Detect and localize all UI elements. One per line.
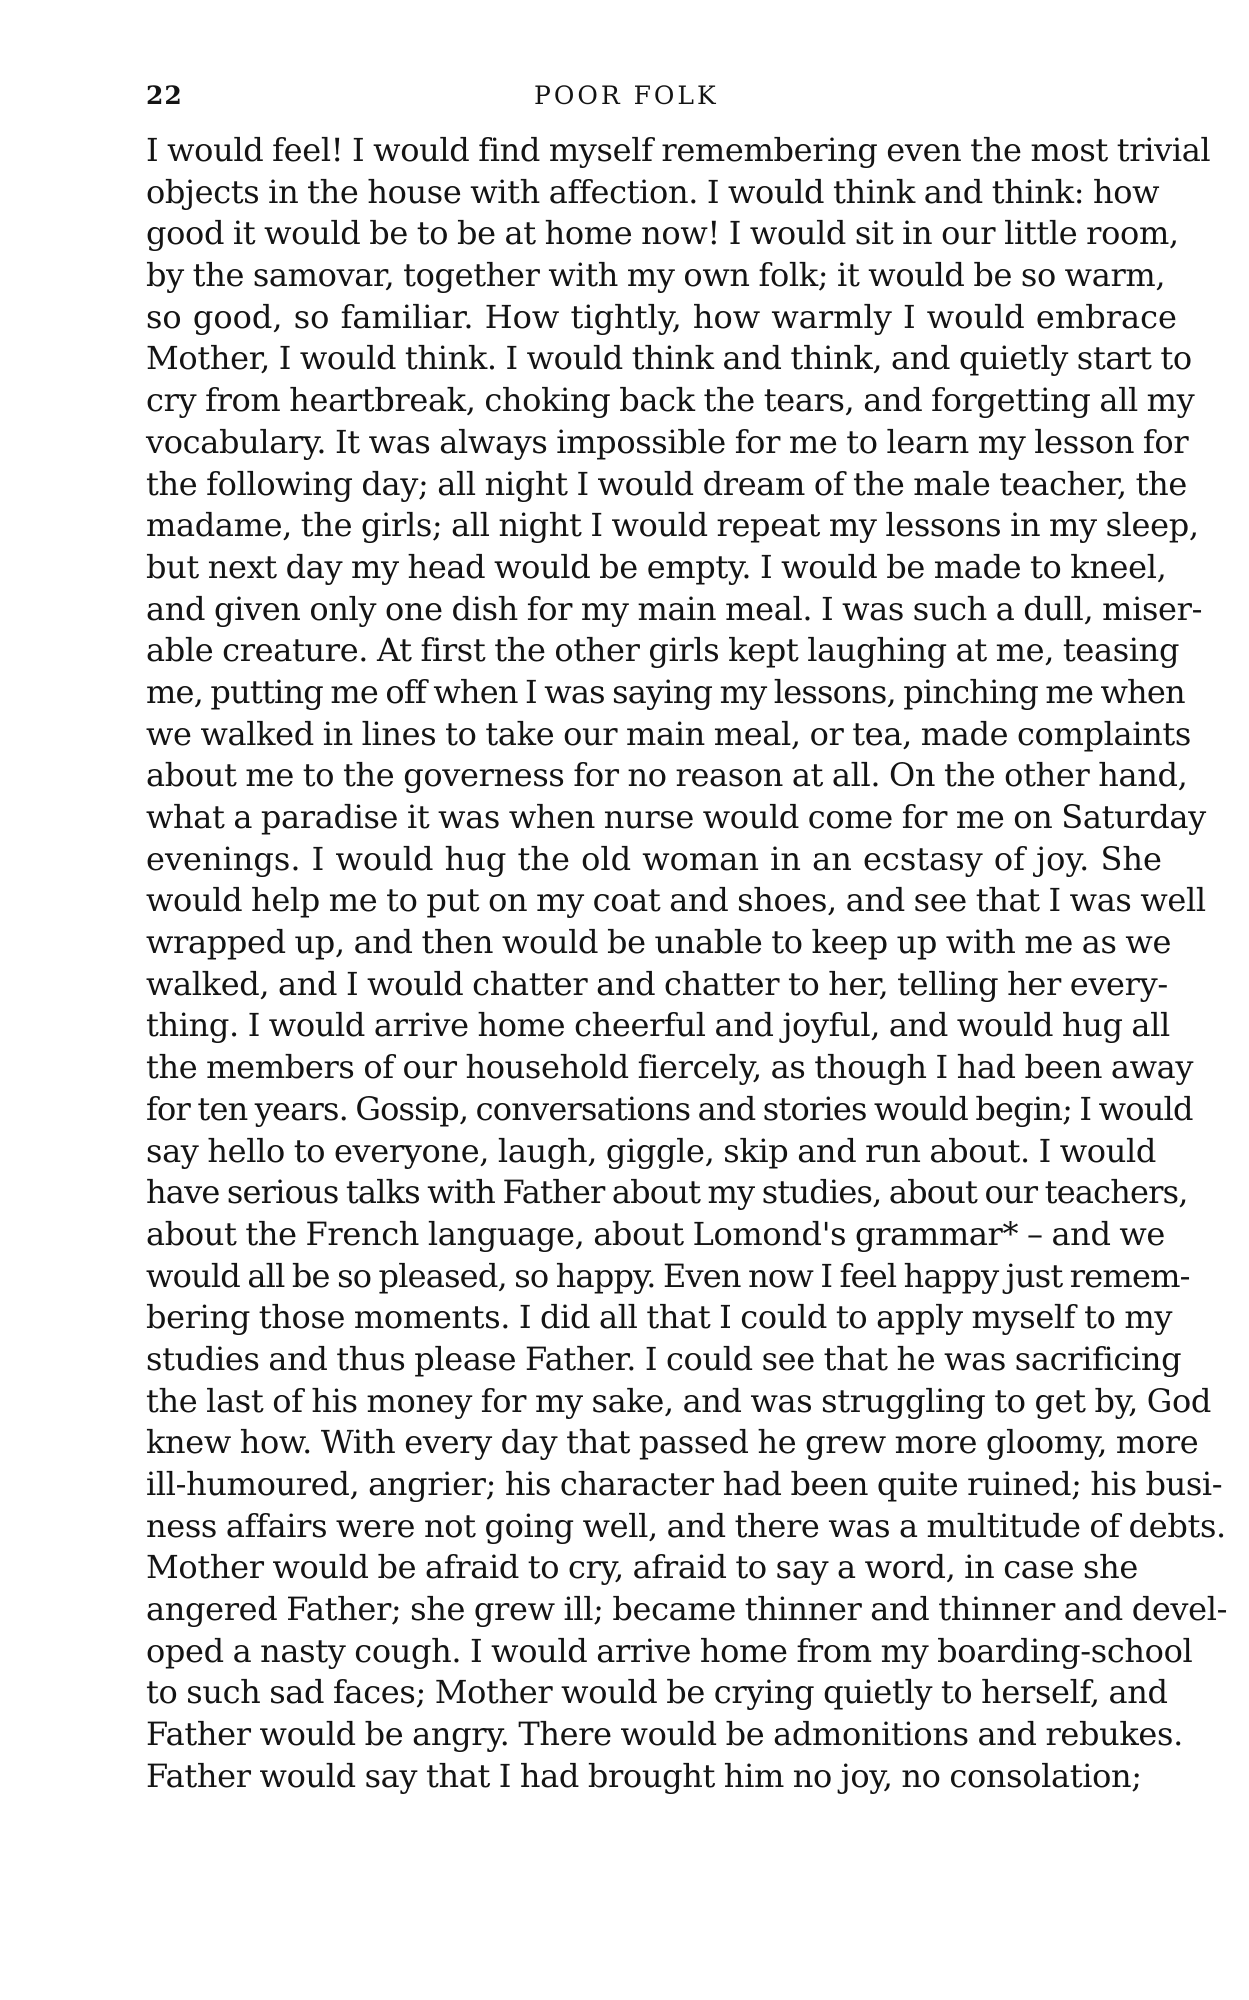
body-text — [146, 130, 1228, 1798]
text-line: me, putting me off when I was saying my lessons, pinching me when — [146, 672, 1185, 711]
text-line: evenings. I would hug the old woman in an ecstasy of joy. She — [146, 839, 1162, 878]
text-line: cry from heartbreak, choking back the tears, and forgetting all my — [146, 381, 1195, 420]
text-line: Mother would be afraid to cry, afraid to say a word, in case she — [146, 1548, 1138, 1587]
running-title: POOR FOLK — [534, 81, 719, 110]
text-line: ill-humoured, angrier; his character had been quite ruined; his busi- — [146, 1465, 1223, 1503]
text-line: objects in the house with affection. I would think and think: how — [146, 172, 1160, 211]
text-line: say hello to everyone, laugh, giggle, skip and run about. I would — [146, 1131, 1156, 1170]
text-line: I would feel! I would find myself remembering even the most trivial — [146, 131, 1211, 169]
text-line: oped a nasty cough. I would arrive home from my boarding-school — [146, 1631, 1193, 1670]
text-line: what a paradise it was when nurse would come for me on Saturday — [146, 798, 1206, 836]
text-line: for ten years. Gossip, conversations and stories would begin; I would — [146, 1089, 1193, 1128]
text-line: bering those moments. I did all that I could to apply myself to my — [146, 1298, 1173, 1337]
text-line: about the French language, about Lomond's grammar* – and we — [146, 1214, 1166, 1253]
text-line: knew how. With every day that passed he grew more gloomy, more — [146, 1423, 1199, 1462]
text-line: thing. I would arrive home cheerful and joyful, and would hug all — [146, 1006, 1170, 1045]
text-line: have serious talks with Father about my studies, about our teachers, — [146, 1173, 1188, 1212]
text-line: able creature. At first the other girls kept laughing at me, teasing — [146, 631, 1180, 670]
running-head — [146, 80, 1126, 120]
text-line: to such sad faces; Mother would be crying quietly to herself, and — [146, 1673, 1168, 1712]
text-line: about me to the governess for no reason at all. On the other hand, — [146, 756, 1188, 795]
page-number: 22 — [146, 81, 183, 110]
text-line: and given only one dish for my main meal. I was such a dull, miser- — [146, 589, 1203, 628]
text-line: good it would be to be at home now! I would sit in our little room, — [146, 214, 1179, 253]
text-line: madame, the girls; all night I would repeat my lessons in my sleep, — [146, 506, 1199, 545]
text-line: we walked in lines to take our main meal, or tea, made complaints — [146, 714, 1191, 753]
text-line: Mother, I would think. I would think and think, and quietly start to — [146, 339, 1192, 378]
text-line: but next day my head would be empty. I would be made to kneel, — [146, 547, 1167, 586]
text-line: so good, so familiar. How tightly, how warmly I would embrace — [146, 297, 1177, 336]
text-line: Father would be angry. There would be admonitions and rebukes. — [146, 1715, 1183, 1754]
text-line: the last of his money for my sake, and was struggling to get by, God — [146, 1381, 1212, 1420]
text-line: the following day; all night I would dream of the male teacher, the — [146, 464, 1187, 503]
text-line: vocabulary. It was always impossible for me to learn my lesson for — [146, 422, 1189, 461]
text-line: ness affairs were not going well, and there was a multitude of debts. — [146, 1506, 1226, 1545]
text-line: would help me to put on my coat and shoes, and see that I was well — [146, 881, 1206, 920]
text-line: would all be so pleased, so happy. Even now I feel happy just remem- — [146, 1256, 1190, 1295]
text-line: walked, and I would chatter and chatter to her, telling her every- — [146, 964, 1168, 1003]
text-line: Father would say that I had brought him no joy, no consolation; — [146, 1756, 1142, 1795]
text-line: angered Father; she grew ill; became thinner and thinner and devel- — [146, 1590, 1228, 1629]
text-line: studies and thus please Father. I could see that he was sacrificing — [146, 1339, 1182, 1378]
text-line: wrapped up, and then would be unable to keep up with me as we — [146, 923, 1172, 962]
text-line: the members of our household fiercely, as though I had been away — [146, 1048, 1194, 1087]
text-line: by the samovar, together with my own folk; it would be so warm, — [146, 256, 1166, 295]
